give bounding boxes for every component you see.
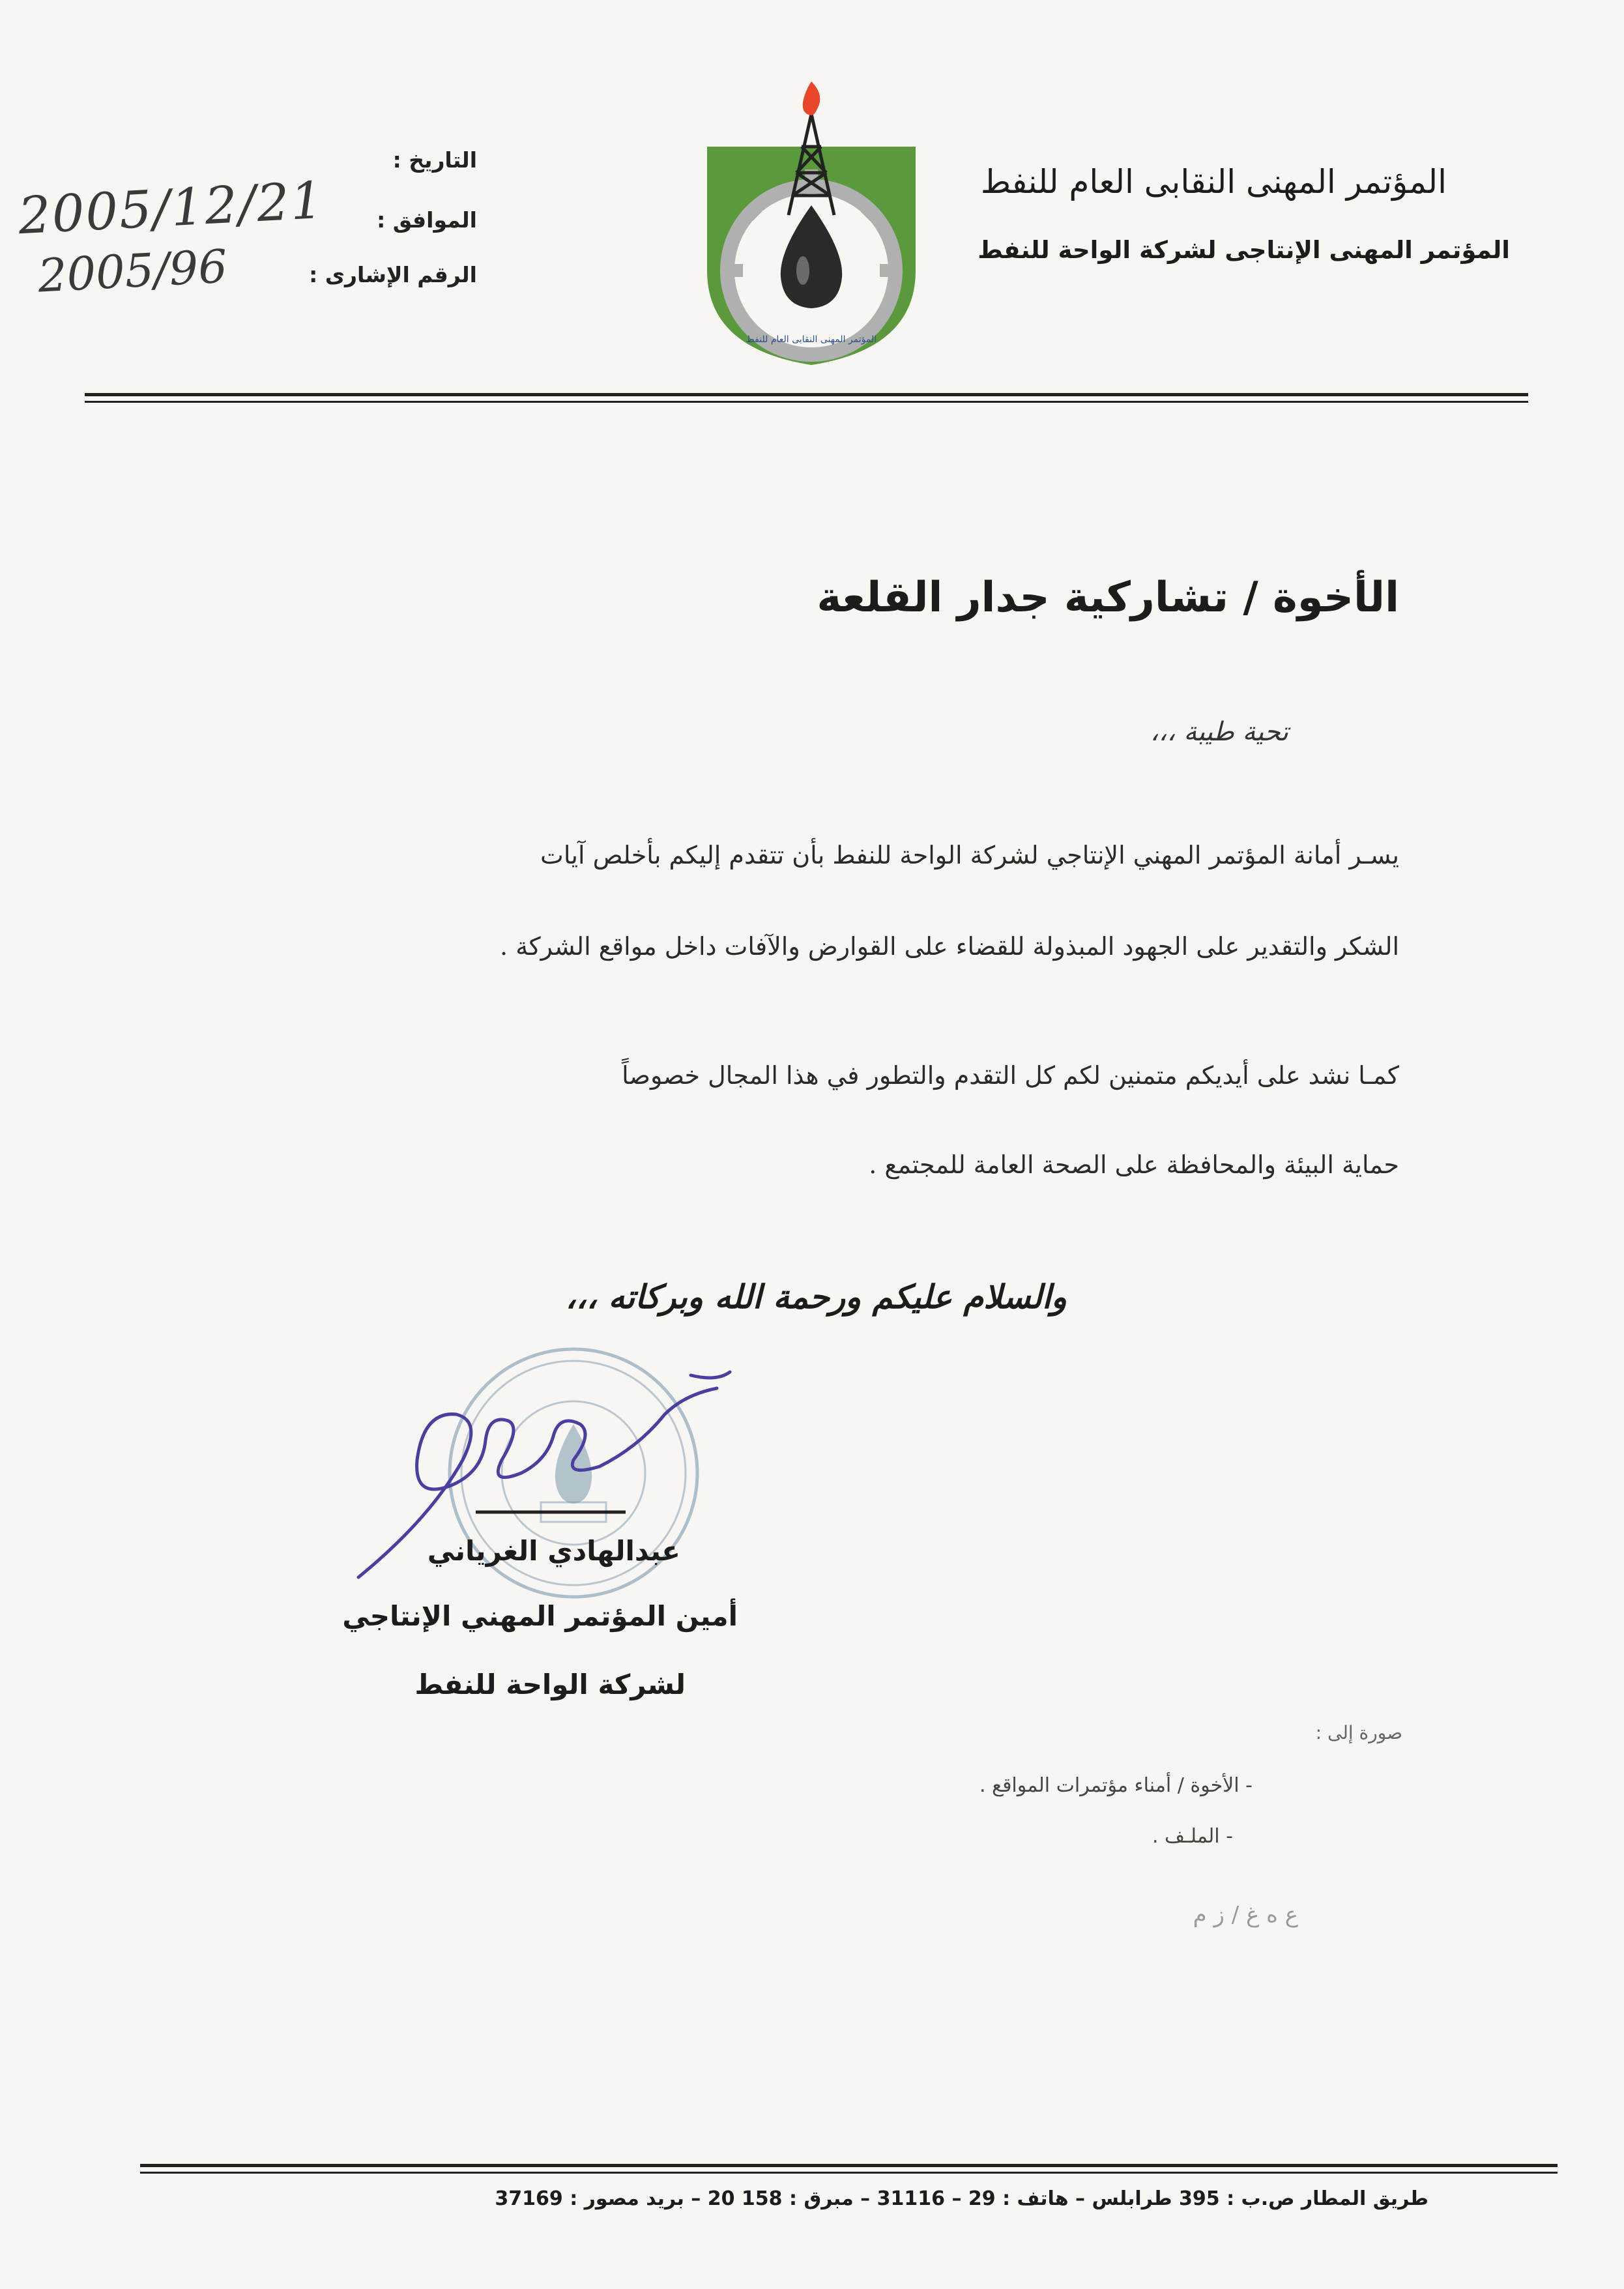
- paragraph-1-line-1: يسـر أمانة المؤتمر المهني الإنتاجي لشركة الواحة للنفط بأن تتقدم إليكم بأخلص آيات: [540, 841, 1399, 869]
- header-rule-top: [85, 393, 1528, 396]
- logo-caption: المؤتمر المهنى النقابى العام للنفط: [746, 334, 877, 345]
- closing-salutation: والسلام عليكم ورحمة الله وبركاته ،،،: [565, 1277, 1067, 1316]
- signatory-company: لشركة الواحة للنفط: [414, 1669, 686, 1700]
- header-rule-bottom: [85, 401, 1528, 403]
- handwritten-reference: 2005/96: [36, 239, 229, 303]
- copy-recipient-2: - الملـف .: [1152, 1825, 1233, 1848]
- copy-recipient-1: - الأخوة / أمناء مؤتمرات المواقع .: [979, 1774, 1253, 1797]
- union-logo: [704, 75, 919, 375]
- flame-icon: [803, 81, 820, 115]
- date-label: التاريخ :: [392, 147, 477, 173]
- reference-label: الرقم الإشارى :: [309, 262, 477, 287]
- org-name: المؤتمر المهنى النقابى العام للنفط: [980, 163, 1447, 201]
- copies-heading: صورة إلى :: [1315, 1722, 1402, 1743]
- org-sub-name: المؤتمر المهنى الإنتاجى لشركة الواحة للنفط: [978, 236, 1510, 264]
- recipient: الأخوة / تشاركية جدار القلعة: [817, 574, 1399, 622]
- corresponding-label: الموافق :: [377, 207, 477, 233]
- paragraph-2-line-1: كمـا نشد على أيديكم متمنين لكم كل التقدم والتطور في هذا المجال خصوصاً: [622, 1061, 1399, 1090]
- paragraph-1-line-2: الشكر والتقدير على الجهود المبذولة للقضاء على القوارض والآفات داخل مواقع الشركة .: [500, 932, 1399, 961]
- signatory-title: أمين المؤتمر المهني الإنتاجي: [342, 1600, 738, 1632]
- greeting: تحية طيبة ،،،: [1150, 717, 1288, 747]
- copies-reference: ع ه غ / ز م: [1193, 1902, 1298, 1928]
- footer-contact: طريق المطار ص.ب : 395 طرابلس – هاتف : 29 – 31116 – مبرق : 158 20 – بريد مصور : 37169: [495, 2187, 1428, 2210]
- footer-rule-bottom: [140, 2172, 1558, 2174]
- footer-rule-top: [140, 2164, 1558, 2167]
- signatory-name: عبدالهادي الغرياني: [427, 1535, 680, 1567]
- paragraph-2-line-2: حماية البيئة والمحافظة على الصحة العامة للمجتمع .: [869, 1150, 1399, 1179]
- handwritten-date: 2005/12/21: [16, 171, 326, 246]
